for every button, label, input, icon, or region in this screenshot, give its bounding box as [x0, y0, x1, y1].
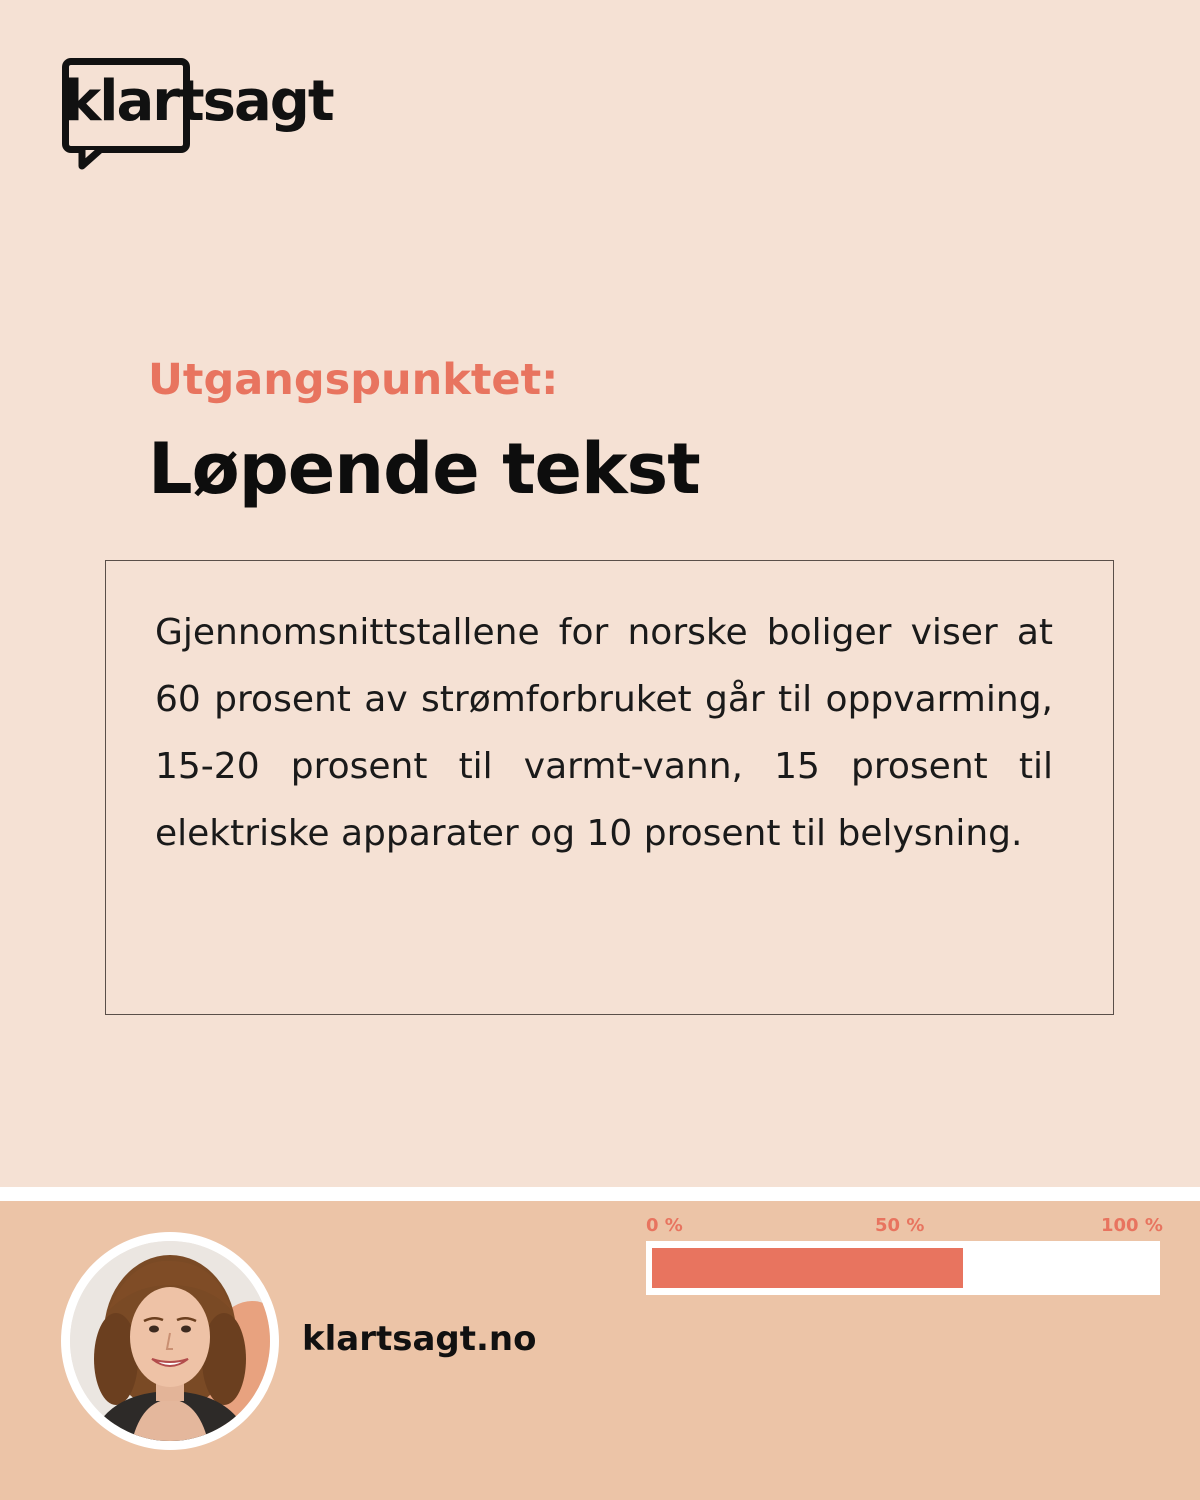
progress-label-end: 100 % — [1101, 1215, 1163, 1236]
logo-wordmark: klartsagt — [64, 69, 333, 134]
body-paragraph: Gjennomsnittstallene for norske boliger viser at 60 prosent av strømforbruket går til oppvarming, 15-20 prosent til varmt-vann, 15 prosent til elektriske apparater og 10 prosent til belysning. — [155, 612, 1053, 854]
klartsagt-logo — [62, 58, 332, 173]
progress-label-start: 0 % — [646, 1215, 683, 1236]
portrait-photo-icon — [70, 1241, 270, 1441]
text-frame — [105, 560, 1114, 1015]
progress-label-mid: 50 % — [875, 1215, 925, 1236]
page-title: Løpende tekst — [148, 428, 700, 510]
footer-bar — [0, 1201, 1200, 1500]
author-avatar — [61, 1232, 279, 1450]
footer-divider — [0, 1187, 1200, 1201]
progress-bar — [646, 1241, 1160, 1295]
website-link[interactable]: klartsagt.no — [302, 1319, 537, 1359]
section-eyebrow: Utgangspunktet: — [148, 355, 559, 405]
progress-fill — [652, 1248, 963, 1288]
